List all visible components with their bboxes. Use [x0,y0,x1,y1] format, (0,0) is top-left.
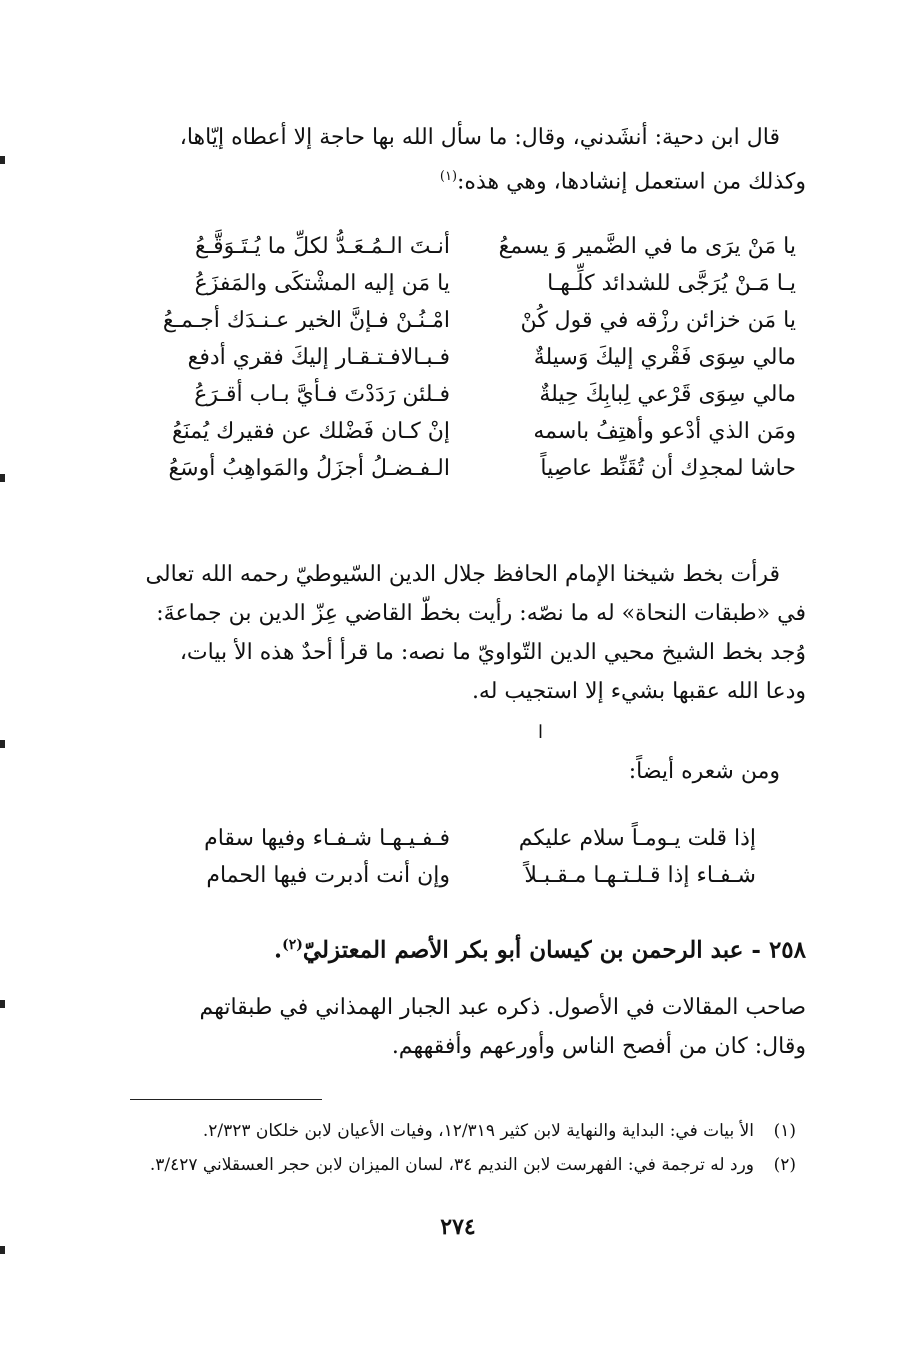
entry-paragraph [120,988,806,1066]
citation-line-4: ودعا الله عقبها بشيء إلا استجيب له. [471,679,806,704]
verse-second-hemistich: فـبـالافـتـقـار إليكَ فقري أدفع [187,345,450,370]
citation-line-1: قرأت بخط شيخنا الإمام الحافظ جلال الدين السّيوطيّ رحمه الله تعالى [145,562,780,587]
verse-second-hemistich: أنـتَ الـمُـعَـدُّ لكلِّ ما يُـتَـوَقَّـعُ [195,234,450,259]
scan-edge-mark [0,474,5,482]
verse-first-hemistich: إذا قلت يـومـاً سلام عليكم [518,826,756,851]
verse-first-hemistich: شـفـاء إذا قـلـتـهـا مـقـبـلاً [524,863,756,888]
poem-1-verse [120,302,796,339]
citation-line-3: وُجد بخط الشيخ محيي الدين التّواويّ ما نصه: ما قرأ أحدٌ هذه الأ بيات، [179,640,806,665]
poem-1-verse [120,228,796,265]
scan-edge-mark [0,1000,5,1008]
page-number-value: ٢٧٤ [440,1214,476,1240]
footnote-number: (٢) [773,1155,796,1175]
scan-edge-mark [0,740,5,748]
intro-line-2 [120,157,806,201]
poem-1-verse [120,376,796,413]
verse-second-hemistich: وإن أنت أدبرت فيها الحمام [206,863,450,888]
verse-second-hemistich: الـفـضـلُ أجزَلُ والمَواهِبُ أوسَعُ [168,456,450,481]
intro-line-1: قال ابن دحية: أنشَدني، وقال: ما سأل الله بها حاجة إلا أعطاه إيّاها، [179,125,780,150]
poem-2-verse [160,857,756,894]
verse-first-hemistich: مالي سِوَى قَرْعي لِبابِكَ حِيلةٌ [539,382,796,407]
poem-1 [120,228,796,487]
footnote-text: ورد له ترجمة في: الفهرست لابن النديم ٣٤، لسان الميزان لابن حجر العسقلاني ٣/٤٢٧. [149,1155,754,1175]
footnotes [120,1114,796,1182]
verse-second-hemistich: امْـنُـنْ فـإنَّ الخير عـنـدَك أجـمـعُ [162,308,450,333]
verse-first-hemistich: حاشا لمجدِك أن تُقَنِّط عاصِياً [540,456,796,481]
entry-line-1: صاحب المقالات في الأصول. ذكره عبد الجبار الهمذاني في طبقاتهم [199,995,806,1020]
entry-heading-text: ٢٥٨ - عبد الرحمن بن كيسان أبو بكر الأصم المعتزليّ [302,936,806,964]
footnote-1 [120,1114,796,1148]
verse-second-hemistich: فـفـيـهـا شـفـاء وفيها سقام [204,826,450,851]
footnote-separator [130,1099,322,1100]
footnote-2 [120,1148,796,1182]
poem-1-verse [120,450,796,487]
citation-paragraph [120,555,806,711]
verse-first-hemistich: يا مَن خزائن رزْقه في قول كُنْ [520,308,796,333]
intro-paragraph [120,118,806,201]
entry-line-2: وقال: كان من أفصح الناس وأورعهم وأفقههم. [391,1034,806,1059]
page-number [0,1214,916,1240]
citation-line-2: في «طبقات النحاة» له ما نصّه: رأيت بخطّ القاضي عِزّ الدين بن جماعةَ: [156,601,806,626]
footnote-ref-1: (١) [439,169,458,184]
more-poetry-line: ومن شعره أيضاً: [628,759,780,784]
verse-first-hemistich: يـا مَـنْ يُرَجَّى للشدائد كلِّـهـا [547,271,796,296]
footnote-ref-2: (٢) [282,937,303,953]
scan-edge-mark [0,1246,5,1254]
verse-first-hemistich: مالي سِوَى فَقْري إليكَ وَسيلةٌ [533,345,796,370]
verse-second-hemistich: إنْ كـان فَضْلك عن فقيرك يُمنَعُ [171,419,450,444]
stray-mark: ا [538,722,544,743]
verse-second-hemistich: يا مَن إليه المشْتكَى والمَفزَعُ [194,271,450,296]
entry-heading: ٢٥٨ - عبد الرحمن بن كيسان أبو بكر الأصم المعتزليّ$^{(٢)}$. [274,936,806,964]
poem-1-verse [120,339,796,376]
poem-1-verse [120,413,796,450]
poem-2 [160,820,756,894]
footnote-text: الأ بيات في: البداية والنهاية لابن كثير ١٢/٣١٩، وفيات الأعيان لابن خلكان ٢/٣٢٣. [202,1121,754,1141]
verse-second-hemistich: فـلئن رَدَدْتَ فـأيَّ بـاب أقـرَعُ [194,382,450,407]
poem-2-verse [160,820,756,857]
verse-first-hemistich: ومَن الذي أدْعو وأهتِفُ باسمه [533,419,796,444]
more-poetry-intro [120,752,806,791]
intro-line-2-text: وكذلك من استعمل إنشادها، وهي هذه: [457,169,806,195]
verse-first-hemistich: يا مَنْ يرَى ما في الضَّمير وَ يسمعُ [498,234,796,259]
footnote-number: (١) [773,1121,796,1141]
poem-1-verse [120,265,796,302]
scan-edge-mark [0,156,5,164]
